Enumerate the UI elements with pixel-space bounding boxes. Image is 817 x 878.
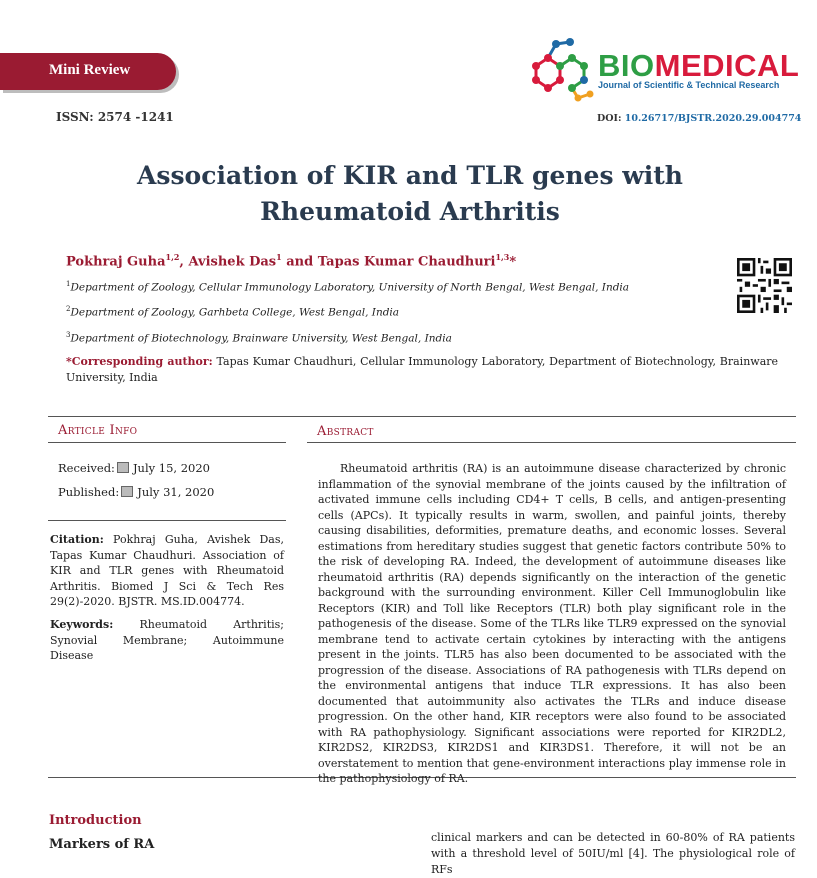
- corresponding-label: *Corresponding author:: [66, 355, 213, 368]
- citation-label: Citation:: [50, 533, 104, 546]
- author-sup: 1,3: [495, 252, 510, 262]
- doi-label: DOI:: [597, 113, 622, 124]
- title-line-1: Association of KIR and TLR genes with: [137, 161, 683, 190]
- molecule-logo-icon: [526, 36, 598, 102]
- received-date: [58, 461, 210, 475]
- article-type-label: Mini Review: [49, 62, 131, 78]
- author-name[interactable]: Pokhraj Guha: [66, 254, 166, 270]
- doi: [597, 113, 801, 124]
- title-line-2: Rheumatoid Arthritis: [260, 197, 560, 226]
- corresponding-text: Tapas Kumar Chaudhuri, Cellular Immunology Laboratory, Department of Biotechnology, Brainware University, India: [66, 355, 779, 384]
- journal-subtitle: Journal of Scientific & Technical Research: [598, 80, 780, 90]
- affiliation-3: [66, 331, 452, 345]
- author-name[interactable]: Tapas Kumar Chaudhuri: [317, 254, 496, 270]
- author-sup: 1,2: [165, 252, 180, 262]
- markers-heading: Markers of RA: [49, 837, 155, 852]
- body-text-col2: clinical markers and can be detected in 60-80% of RA patients with a threshold level of 50IU/ml [4]. The physiological role of RFs: [431, 831, 795, 876]
- paper-title: [60, 158, 760, 230]
- aff-text: Department of Zoology, Garhbeta College, West Bengal, India: [70, 306, 400, 319]
- author-sup: 1: [276, 252, 282, 262]
- introduction-heading: Introduction: [49, 813, 142, 828]
- author-sep: and: [281, 254, 318, 270]
- keywords: [50, 617, 284, 664]
- divider: [48, 416, 796, 417]
- published-value: July 31, 2020: [137, 485, 215, 499]
- author-name[interactable]: Avishek Das: [188, 254, 277, 270]
- aff-sup: 3: [66, 331, 71, 339]
- published-label: Published:: [58, 485, 120, 499]
- aff-sup: 1: [66, 280, 71, 288]
- received-value: July 15, 2020: [132, 461, 210, 475]
- abstract-heading: Abstract: [317, 424, 374, 439]
- calendar-icon: [121, 486, 133, 497]
- corresponding-author: [66, 354, 778, 385]
- aff-sup: 2: [66, 305, 71, 313]
- divider: [48, 442, 286, 443]
- published-date: [58, 485, 214, 499]
- divider: [48, 520, 286, 521]
- affiliation-1: [66, 280, 629, 294]
- calendar-icon: [117, 462, 129, 473]
- author-sep: *: [509, 254, 517, 270]
- affiliation-2: [66, 305, 399, 319]
- divider: [307, 442, 796, 443]
- author-sep: ,: [179, 254, 189, 270]
- qr-code-icon[interactable]: [737, 258, 792, 313]
- journal-logo: [598, 50, 799, 90]
- aff-text: Department of Biotechnology, Brainware University, West Bengal, India: [70, 332, 452, 345]
- keywords-label: Keywords:: [50, 618, 114, 631]
- citation: [50, 532, 284, 610]
- journal-name: BIOMEDICAL: [598, 48, 800, 83]
- citation-text: Pokhraj Guha, Avishek Das, Tapas Kumar Chaudhuri. Association of KIR and TLR genes with Rheumatoid Arthritis. Biomed J Sci & Tech Res 29(2)-2020. BJSTR. MS.ID.004774.: [50, 533, 284, 608]
- article-type-ribbon: [0, 53, 176, 90]
- received-label: Received:: [58, 461, 115, 475]
- doi-link[interactable]: 10.26717/BJSTR.2020.29.004774: [624, 113, 802, 124]
- aff-text: Department of Zoology, Cellular Immunology Laboratory, University of North Bengal, West Bengal, India: [70, 281, 630, 294]
- author-list: [66, 252, 516, 269]
- keywords-text: Rheumatoid Arthritis; Synovial Membrane; Autoimmune Disease: [50, 618, 284, 662]
- issn: ISSN: 2574 -1241: [56, 110, 174, 124]
- article-info-heading: Article Info: [58, 423, 138, 438]
- abstract-text: Rheumatoid arthritis (RA) is an autoimmune disease characterized by chronic inflammation of the synovial membrane of the joints caused by the infiltration of activated immune cells including CD4+ T cells, B cells, and antigen-presenting cells (APCs). It typically results in warm, swollen, and painful joints, thereby causing disabilities, deformities, premature deaths, and economic losses. Several estimations from hereditary studies suggest that genetic factors contribute 50% to the risk of developing RA. Indeed, the development of autoimmune diseases like rheumatoid arthritis (RA) depends significantly on the interaction of the genetic background with the surrounding environment. Killer Cell Immunoglobulin like Receptors (KIR) and Toll like Receptors (TLR) both play significant role in the pathogenesis of the disease. Some of the TLRs like TLR9 expressed on the synovial membrane tend to activate certain cytokines by interacting with the antigens present in the joints. TLR5 has also been documented to be associated with the progression of the disease. Associations of RA pathogenesis with TLRs depend on the environmental antigens that induce TLR expressions. It has also been documented that autoimmunity also activates the TLRs and induce disease progression. On the other hand, KIR receptors were also found to be associated with RA pathophysiology. Significant associations were reported for KIR2DL2, KIR2DS2, KIR2DS3, KIR2DS1 and KIR3DS1. Therefore, it will not be an overstatement to mention that gene-environment interactions play immense role in the pathophysiology of RA.: [318, 462, 786, 785]
